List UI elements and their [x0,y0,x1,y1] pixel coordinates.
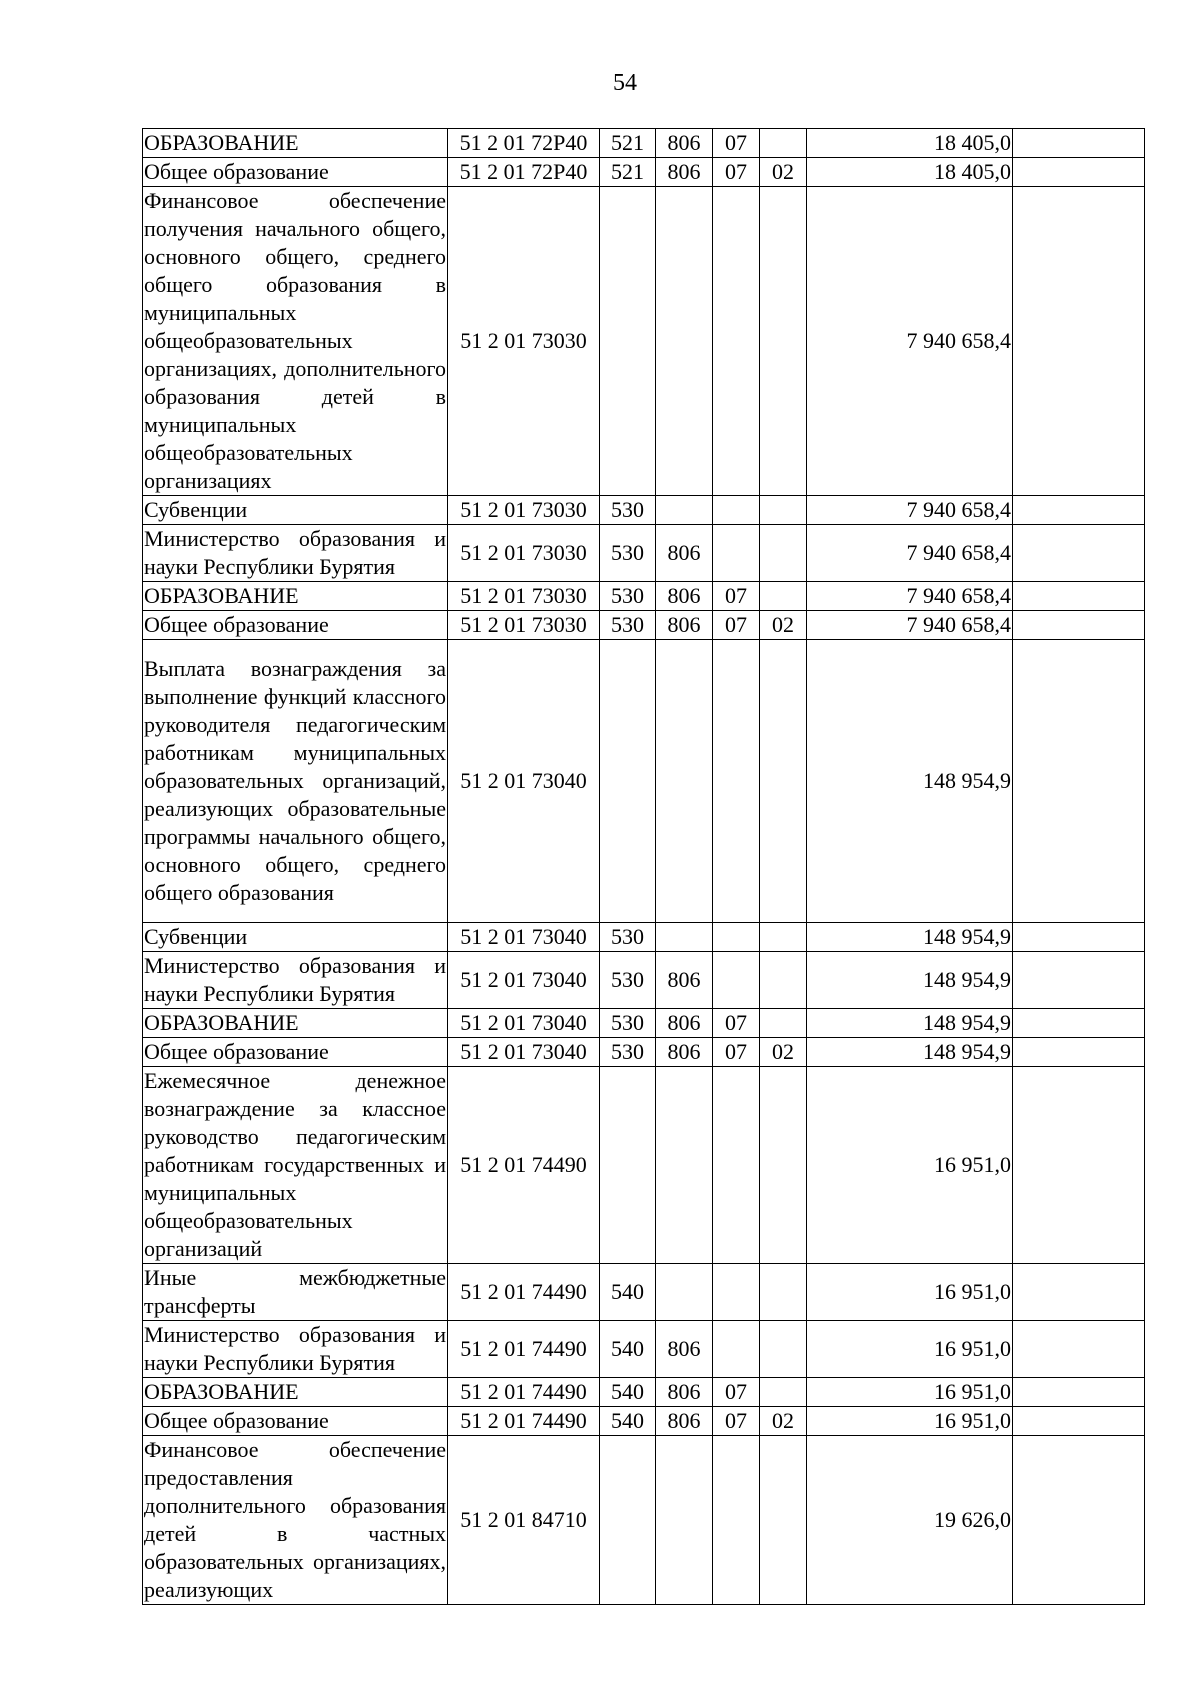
row-description: Субвенции [143,496,448,525]
expense-type-code [600,1436,656,1605]
empty-cell [1013,1038,1145,1067]
table-row [143,923,1145,952]
row-description: Ежемесячное денежное вознаграждение за классное руководство педагогическим работникам государственных и муниципальных общеобразовательных организаций [143,1067,448,1264]
target-article-code: 51 2 01 74490 [448,1321,600,1378]
section-code [713,1264,760,1321]
target-article-code: 51 2 01 73040 [448,640,600,923]
administrator-code [656,923,713,952]
expense-type-code: 530 [600,923,656,952]
subsection-code [760,1321,807,1378]
empty-cell [1013,1009,1145,1038]
amount: 16 951,0 [807,1321,1013,1378]
subsection-code [760,923,807,952]
subsection-code [760,496,807,525]
empty-cell [1013,496,1145,525]
section-code [713,640,760,923]
expense-type-code: 530 [600,952,656,1009]
subsection-code: 02 [760,1038,807,1067]
amount: 19 626,0 [807,1436,1013,1605]
expense-type-code: 521 [600,129,656,158]
expense-type-code: 530 [600,1009,656,1038]
subsection-code: 02 [760,1407,807,1436]
section-code [713,952,760,1009]
table-row [143,1436,1145,1605]
target-article-code: 51 2 01 74490 [448,1067,600,1264]
empty-cell [1013,1321,1145,1378]
row-description: Финансовое обеспечение получения начального общего, основного общего, среднего общего образования в муниципальных общеобразовательных организациях, дополнительного образования детей в муниципальных общеобразовательных организациях [143,187,448,496]
empty-cell [1013,611,1145,640]
row-description: Общее образование [143,1038,448,1067]
section-code [713,525,760,582]
subsection-code [760,1436,807,1605]
administrator-code: 806 [656,611,713,640]
subsection-code [760,187,807,496]
table-row [143,129,1145,158]
amount: 148 954,9 [807,1009,1013,1038]
subsection-code [760,582,807,611]
section-code [713,1067,760,1264]
section-code: 07 [713,582,760,611]
administrator-code [656,187,713,496]
empty-cell [1013,640,1145,923]
row-description: Министерство образования и науки Республики Бурятия [143,1321,448,1378]
table-row [143,640,1145,923]
row-description: ОБРАЗОВАНИЕ [143,1009,448,1038]
row-description: Иные межбюджетные трансферты [143,1264,448,1321]
empty-cell [1013,158,1145,187]
row-description: ОБРАЗОВАНИЕ [143,582,448,611]
amount: 148 954,9 [807,952,1013,1009]
amount: 16 951,0 [807,1264,1013,1321]
target-article-code: 51 2 01 74490 [448,1378,600,1407]
administrator-code: 806 [656,158,713,187]
target-article-code: 51 2 01 73040 [448,952,600,1009]
budget-table [142,128,1145,1605]
subsection-code [760,1264,807,1321]
page-number: 54 [613,70,637,96]
empty-cell [1013,923,1145,952]
table-row [143,158,1145,187]
row-description: Финансовое обеспечение предоставления дополнительного образования детей в частных образовательных организациях, реализующих [143,1436,448,1605]
target-article-code: 51 2 01 73030 [448,187,600,496]
empty-cell [1013,1407,1145,1436]
section-code: 07 [713,1009,760,1038]
expense-type-code: 540 [600,1407,656,1436]
section-code: 07 [713,1378,760,1407]
target-article-code: 51 2 01 74490 [448,1264,600,1321]
row-description: Общее образование [143,158,448,187]
amount: 16 951,0 [807,1378,1013,1407]
section-code: 07 [713,611,760,640]
section-code [713,187,760,496]
empty-cell [1013,1378,1145,1407]
administrator-code: 806 [656,1009,713,1038]
amount: 16 951,0 [807,1067,1013,1264]
target-article-code: 51 2 01 73030 [448,611,600,640]
administrator-code [656,1264,713,1321]
section-code: 07 [713,129,760,158]
expense-type-code [600,187,656,496]
subsection-code [760,525,807,582]
amount: 7 940 658,4 [807,496,1013,525]
amount: 7 940 658,4 [807,187,1013,496]
administrator-code: 806 [656,1407,713,1436]
administrator-code: 806 [656,129,713,158]
administrator-code: 806 [656,952,713,1009]
table-row [143,187,1145,496]
target-article-code: 51 2 01 84710 [448,1436,600,1605]
administrator-code: 806 [656,1038,713,1067]
row-description: Общее образование [143,1407,448,1436]
section-code: 07 [713,1038,760,1067]
empty-cell [1013,1436,1145,1605]
amount: 7 940 658,4 [807,611,1013,640]
expense-type-code: 530 [600,496,656,525]
target-article-code: 51 2 01 73030 [448,496,600,525]
amount: 7 940 658,4 [807,525,1013,582]
empty-cell [1013,129,1145,158]
administrator-code [656,496,713,525]
expense-type-code [600,1067,656,1264]
empty-cell [1013,187,1145,496]
subsection-code [760,1067,807,1264]
target-article-code: 51 2 01 72Р40 [448,129,600,158]
subsection-code: 02 [760,611,807,640]
empty-cell [1013,1264,1145,1321]
expense-type-code [600,640,656,923]
row-description: Министерство образования и науки Республики Бурятия [143,952,448,1009]
table-row [143,1321,1145,1378]
section-code [713,923,760,952]
table-row [143,582,1145,611]
empty-cell [1013,582,1145,611]
section-code [713,1321,760,1378]
expense-type-code: 530 [600,525,656,582]
target-article-code: 51 2 01 72Р40 [448,158,600,187]
amount: 18 405,0 [807,158,1013,187]
subsection-code: 02 [760,158,807,187]
subsection-code [760,1378,807,1407]
expense-type-code: 530 [600,611,656,640]
target-article-code: 51 2 01 73040 [448,1038,600,1067]
row-description: Министерство образования и науки Республики Бурятия [143,525,448,582]
subsection-code [760,952,807,1009]
row-description: ОБРАЗОВАНИЕ [143,129,448,158]
table-row [143,1378,1145,1407]
expense-type-code: 540 [600,1378,656,1407]
table-row [143,1009,1145,1038]
empty-cell [1013,1067,1145,1264]
section-code: 07 [713,158,760,187]
amount: 7 940 658,4 [807,582,1013,611]
table-row [143,611,1145,640]
administrator-code [656,1436,713,1605]
target-article-code: 51 2 01 73030 [448,582,600,611]
subsection-code [760,129,807,158]
administrator-code [656,1067,713,1264]
row-description: Общее образование [143,611,448,640]
section-code: 07 [713,1407,760,1436]
section-code [713,1436,760,1605]
table-row [143,1067,1145,1264]
empty-cell [1013,525,1145,582]
administrator-code: 806 [656,1321,713,1378]
row-description: Выплата вознаграждения за выполнение функций классного руководителя педагогическим работникам муниципальных образовательных организаций, реализующих образовательные программы начального общего, основного общего, среднего общего образования [143,640,448,923]
administrator-code: 806 [656,1378,713,1407]
expense-type-code: 540 [600,1321,656,1378]
target-article-code: 51 2 01 73040 [448,1009,600,1038]
amount: 16 951,0 [807,1407,1013,1436]
expense-type-code: 540 [600,1264,656,1321]
table-row [143,496,1145,525]
target-article-code: 51 2 01 74490 [448,1407,600,1436]
expense-type-code: 521 [600,158,656,187]
table-row [143,1264,1145,1321]
amount: 18 405,0 [807,129,1013,158]
administrator-code [656,640,713,923]
expense-type-code: 530 [600,1038,656,1067]
section-code [713,496,760,525]
table-row [143,952,1145,1009]
row-description: ОБРАЗОВАНИЕ [143,1378,448,1407]
target-article-code: 51 2 01 73030 [448,525,600,582]
amount: 148 954,9 [807,1038,1013,1067]
expense-type-code: 530 [600,582,656,611]
target-article-code: 51 2 01 73040 [448,923,600,952]
administrator-code: 806 [656,582,713,611]
empty-cell [1013,952,1145,1009]
administrator-code: 806 [656,525,713,582]
table-row [143,525,1145,582]
amount: 148 954,9 [807,640,1013,923]
row-description: Субвенции [143,923,448,952]
table-row [143,1038,1145,1067]
amount: 148 954,9 [807,923,1013,952]
table-row [143,1407,1145,1436]
subsection-code [760,1009,807,1038]
subsection-code [760,640,807,923]
